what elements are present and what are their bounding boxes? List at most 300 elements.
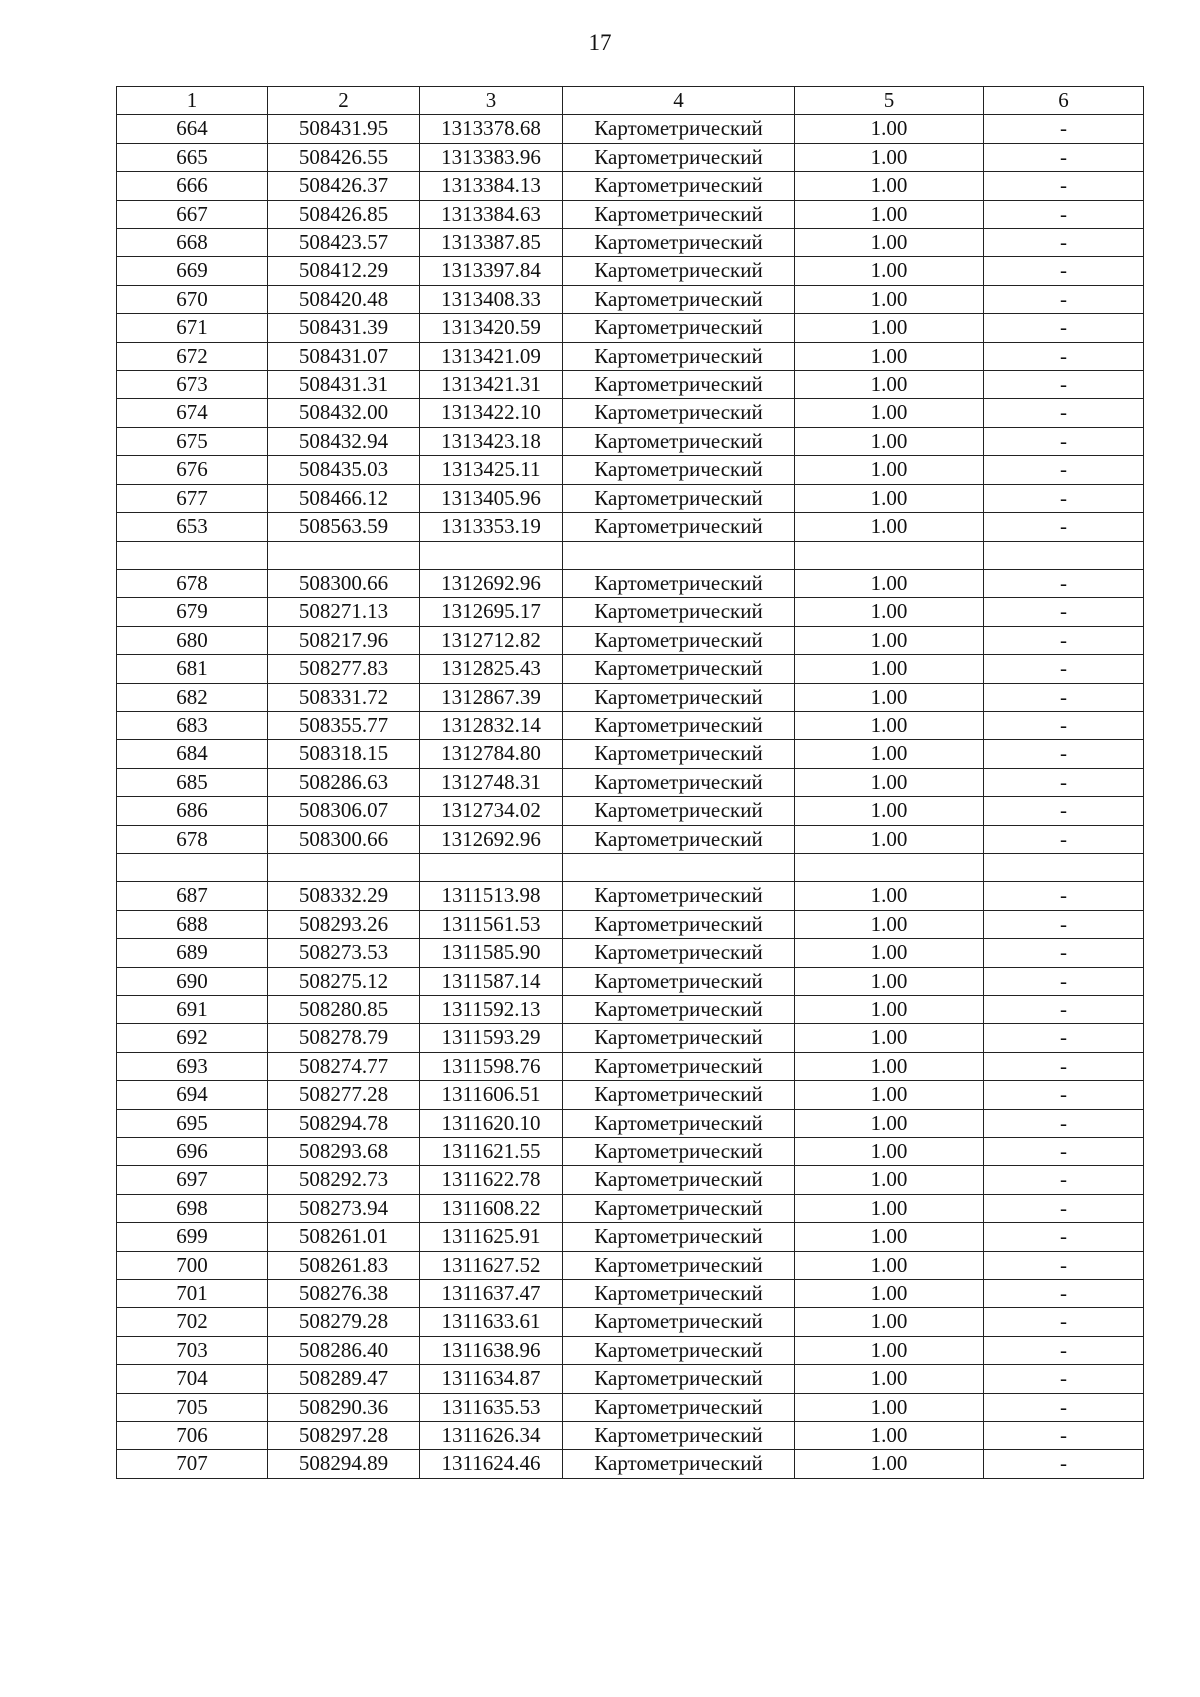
table-cell: Картометрический	[563, 711, 795, 739]
table-row	[117, 143, 1144, 171]
table-cell: 508426.37	[268, 172, 420, 200]
table-cell: 1.00	[795, 1138, 984, 1166]
table-cell: 508431.07	[268, 342, 420, 370]
table-cell: 508273.94	[268, 1194, 420, 1222]
table-row	[117, 115, 1144, 143]
table-cell: -	[984, 995, 1144, 1023]
table-cell: 695	[117, 1109, 268, 1137]
table-cell: 508432.94	[268, 427, 420, 455]
table-cell: Картометрический	[563, 342, 795, 370]
table-cell: 1.00	[795, 1251, 984, 1279]
table-cell: -	[984, 740, 1144, 768]
table-cell: 508297.28	[268, 1422, 420, 1450]
table-cell: 1313397.84	[420, 257, 563, 285]
table-cell: 1.00	[795, 257, 984, 285]
table-row	[117, 910, 1144, 938]
header-cell: 5	[795, 87, 984, 115]
table-cell: 684	[117, 740, 268, 768]
table-cell: 706	[117, 1422, 268, 1450]
table-cell: Картометрический	[563, 825, 795, 853]
table-cell: 508423.57	[268, 229, 420, 257]
table-row	[117, 172, 1144, 200]
table-cell: 1.00	[795, 513, 984, 541]
table-cell: 508217.96	[268, 626, 420, 654]
table-cell: -	[984, 626, 1144, 654]
table-cell: Картометрический	[563, 683, 795, 711]
table-cell: 1.00	[795, 1052, 984, 1080]
table-cell: -	[984, 1280, 1144, 1308]
table-cell: 1311624.46	[420, 1450, 563, 1478]
table-cell: 1313384.63	[420, 200, 563, 228]
table-row	[117, 371, 1144, 399]
table-cell: -	[984, 456, 1144, 484]
table-cell: 508412.29	[268, 257, 420, 285]
table-cell: 674	[117, 399, 268, 427]
table-cell: Картометрический	[563, 427, 795, 455]
table-cell: 508294.78	[268, 1109, 420, 1137]
table-cell: 1.00	[795, 1336, 984, 1364]
table-cell: 1313405.96	[420, 484, 563, 512]
table-cell: 677	[117, 484, 268, 512]
table-cell: Картометрический	[563, 200, 795, 228]
table-row	[117, 626, 1144, 654]
table-cell: 1.00	[795, 683, 984, 711]
table-row	[117, 1450, 1144, 1478]
table-cell: 707	[117, 1450, 268, 1478]
table-cell: -	[984, 882, 1144, 910]
table-cell: 1.00	[795, 967, 984, 995]
table-cell: 666	[117, 172, 268, 200]
table-cell: 703	[117, 1336, 268, 1364]
table-cell: 508293.26	[268, 910, 420, 938]
table-cell: 1.00	[795, 569, 984, 597]
table-cell: 701	[117, 1280, 268, 1308]
table-cell: 1.00	[795, 342, 984, 370]
table-cell: Картометрический	[563, 768, 795, 796]
table-cell: Картометрический	[563, 115, 795, 143]
table-row	[117, 541, 1144, 569]
table-cell: Картометрический	[563, 939, 795, 967]
table-cell: 1311620.10	[420, 1109, 563, 1137]
table-cell	[984, 853, 1144, 881]
table-cell: -	[984, 1308, 1144, 1336]
table-cell: 680	[117, 626, 268, 654]
table-cell: 1.00	[795, 882, 984, 910]
table-row	[117, 229, 1144, 257]
table-cell: 508300.66	[268, 825, 420, 853]
table-cell: -	[984, 797, 1144, 825]
table-cell: 683	[117, 711, 268, 739]
table-row	[117, 768, 1144, 796]
table-cell: 1.00	[795, 314, 984, 342]
table-cell: 1.00	[795, 1024, 984, 1052]
table-cell: 692	[117, 1024, 268, 1052]
table-cell: 1311638.96	[420, 1336, 563, 1364]
table-row	[117, 569, 1144, 597]
table-row	[117, 598, 1144, 626]
table-cell: Картометрический	[563, 1393, 795, 1421]
table-cell	[117, 853, 268, 881]
table-cell	[563, 853, 795, 881]
table-cell: Картометрический	[563, 882, 795, 910]
table-row	[117, 740, 1144, 768]
table-cell	[268, 853, 420, 881]
table-cell: -	[984, 655, 1144, 683]
table-row	[117, 399, 1144, 427]
table-cell: -	[984, 598, 1144, 626]
table-cell: 1.00	[795, 200, 984, 228]
table-cell: 1.00	[795, 1166, 984, 1194]
table-row	[117, 200, 1144, 228]
table-cell: -	[984, 1138, 1144, 1166]
table-cell: Картометрический	[563, 995, 795, 1023]
table-cell: -	[984, 1109, 1144, 1137]
table-cell: Картометрический	[563, 172, 795, 200]
table-cell: 1.00	[795, 626, 984, 654]
table-row	[117, 1024, 1144, 1052]
table-row	[117, 257, 1144, 285]
table-cell: 508279.28	[268, 1308, 420, 1336]
table-cell: -	[984, 143, 1144, 171]
table-cell: 702	[117, 1308, 268, 1336]
table-cell: 1311608.22	[420, 1194, 563, 1222]
table-row	[117, 967, 1144, 995]
table-row	[117, 456, 1144, 484]
table-cell: 672	[117, 342, 268, 370]
table-cell: 508273.53	[268, 939, 420, 967]
table-cell: 665	[117, 143, 268, 171]
table-cell: 1313384.13	[420, 172, 563, 200]
table-cell: 1.00	[795, 285, 984, 313]
table-cell: 508563.59	[268, 513, 420, 541]
table-cell: -	[984, 1393, 1144, 1421]
table-cell: 1312784.80	[420, 740, 563, 768]
table-cell: 699	[117, 1223, 268, 1251]
header-cell: 1	[117, 87, 268, 115]
table-cell: 508435.03	[268, 456, 420, 484]
table-row	[117, 1422, 1144, 1450]
table-cell: -	[984, 314, 1144, 342]
table-cell: 1312832.14	[420, 711, 563, 739]
table-cell: 1.00	[795, 825, 984, 853]
table-cell: 508261.83	[268, 1251, 420, 1279]
table-cell: 698	[117, 1194, 268, 1222]
table-body	[117, 115, 1144, 1478]
table-cell: 693	[117, 1052, 268, 1080]
table-cell	[984, 541, 1144, 569]
table-cell: -	[984, 257, 1144, 285]
table-cell: -	[984, 1166, 1144, 1194]
table-row	[117, 1138, 1144, 1166]
table-cell: 1.00	[795, 1393, 984, 1421]
table-cell: Картометрический	[563, 1223, 795, 1251]
table-cell: 1312748.31	[420, 768, 563, 796]
table-cell: Картометрический	[563, 1024, 795, 1052]
table-cell: -	[984, 285, 1144, 313]
table-cell: 704	[117, 1365, 268, 1393]
table-row	[117, 1194, 1144, 1222]
table-cell: 508431.31	[268, 371, 420, 399]
table-cell: 1313425.11	[420, 456, 563, 484]
table-cell: 1.00	[795, 768, 984, 796]
table-cell: 1.00	[795, 797, 984, 825]
table-cell: 1311561.53	[420, 910, 563, 938]
table-cell: -	[984, 1081, 1144, 1109]
table-cell: 508271.13	[268, 598, 420, 626]
table-row	[117, 1393, 1144, 1421]
table-cell: -	[984, 1251, 1144, 1279]
table-cell: Картометрический	[563, 257, 795, 285]
table-cell: Картометрический	[563, 513, 795, 541]
table-cell: 668	[117, 229, 268, 257]
table-cell: -	[984, 1422, 1144, 1450]
table-cell: 1.00	[795, 711, 984, 739]
table-cell: -	[984, 115, 1144, 143]
table-cell: 1311627.52	[420, 1251, 563, 1279]
table-cell: 1311513.98	[420, 882, 563, 910]
table-row	[117, 484, 1144, 512]
table-row	[117, 1280, 1144, 1308]
table-cell: -	[984, 513, 1144, 541]
table-cell: 508286.63	[268, 768, 420, 796]
table-row	[117, 1308, 1144, 1336]
table-cell: 508276.38	[268, 1280, 420, 1308]
table-row	[117, 1223, 1144, 1251]
table-cell: Картометрический	[563, 1109, 795, 1137]
table-cell: 1.00	[795, 1422, 984, 1450]
table-cell: 508431.39	[268, 314, 420, 342]
table-cell: Картометрический	[563, 1166, 795, 1194]
table-cell: -	[984, 200, 1144, 228]
table-cell: 1313408.33	[420, 285, 563, 313]
table-cell: 1.00	[795, 371, 984, 399]
table-cell: Картометрический	[563, 1251, 795, 1279]
table-cell	[795, 541, 984, 569]
table-cell: 1311637.47	[420, 1280, 563, 1308]
table-cell: 508355.77	[268, 711, 420, 739]
table-row	[117, 995, 1144, 1023]
table-cell: 508431.95	[268, 115, 420, 143]
table-cell: -	[984, 711, 1144, 739]
table-cell: 508290.36	[268, 1393, 420, 1421]
table-cell: Картометрический	[563, 314, 795, 342]
table-cell: -	[984, 172, 1144, 200]
table-cell	[117, 541, 268, 569]
table-cell: -	[984, 1336, 1144, 1364]
table-row	[117, 427, 1144, 455]
table-cell: 1.00	[795, 1223, 984, 1251]
table-cell: 508426.55	[268, 143, 420, 171]
table-cell: 705	[117, 1393, 268, 1421]
table-cell: 1312867.39	[420, 683, 563, 711]
table-cell: 686	[117, 797, 268, 825]
table-cell: 1.00	[795, 172, 984, 200]
table-cell: -	[984, 1223, 1144, 1251]
table-cell: 1311635.53	[420, 1393, 563, 1421]
table-row	[117, 853, 1144, 881]
table-cell: 1313378.68	[420, 115, 563, 143]
table-cell: 1311592.13	[420, 995, 563, 1023]
table-cell: 1311622.78	[420, 1166, 563, 1194]
table-cell: Картометрический	[563, 1422, 795, 1450]
table-cell: 1.00	[795, 995, 984, 1023]
table-cell: 675	[117, 427, 268, 455]
header-row	[117, 87, 1144, 115]
table-cell: 697	[117, 1166, 268, 1194]
table-cell: 1312734.02	[420, 797, 563, 825]
table-cell: 1312825.43	[420, 655, 563, 683]
table-cell: 508294.89	[268, 1450, 420, 1478]
table-cell: 696	[117, 1138, 268, 1166]
table-cell: 508274.77	[268, 1052, 420, 1080]
table-cell: Картометрический	[563, 797, 795, 825]
table-cell: 682	[117, 683, 268, 711]
table-cell: 1.00	[795, 1194, 984, 1222]
table-cell: Картометрический	[563, 626, 795, 654]
table-cell	[268, 541, 420, 569]
table-cell: 1313383.96	[420, 143, 563, 171]
table-cell: 508318.15	[268, 740, 420, 768]
table-cell: 694	[117, 1081, 268, 1109]
table-cell: Картометрический	[563, 229, 795, 257]
table-cell: 689	[117, 939, 268, 967]
table-cell: -	[984, 427, 1144, 455]
header-cell: 2	[268, 87, 420, 115]
table-cell: 685	[117, 768, 268, 796]
table-row	[117, 1251, 1144, 1279]
table-cell: Картометрический	[563, 399, 795, 427]
table-cell: 1.00	[795, 143, 984, 171]
table-cell: -	[984, 1365, 1144, 1393]
table-cell: Картометрический	[563, 967, 795, 995]
table-cell: -	[984, 939, 1144, 967]
table-cell: 1311593.29	[420, 1024, 563, 1052]
table-cell: 1.00	[795, 655, 984, 683]
table-cell: 1.00	[795, 939, 984, 967]
table-cell: 508275.12	[268, 967, 420, 995]
table-cell: 1311621.55	[420, 1138, 563, 1166]
table-cell: 1311626.34	[420, 1422, 563, 1450]
table-cell: 508289.47	[268, 1365, 420, 1393]
table-row	[117, 285, 1144, 313]
header-cell: 6	[984, 87, 1144, 115]
table-cell: 508420.48	[268, 285, 420, 313]
table-cell: -	[984, 371, 1144, 399]
table-cell: 1313423.18	[420, 427, 563, 455]
table-cell: -	[984, 967, 1144, 995]
table-row	[117, 1365, 1144, 1393]
table-row	[117, 314, 1144, 342]
table-cell: -	[984, 484, 1144, 512]
table-cell: 1311587.14	[420, 967, 563, 995]
table-cell: 508277.83	[268, 655, 420, 683]
table-cell: 1.00	[795, 910, 984, 938]
table-cell: 508331.72	[268, 683, 420, 711]
table-cell: Картометрический	[563, 1194, 795, 1222]
table-cell: Картометрический	[563, 1081, 795, 1109]
table-cell: -	[984, 910, 1144, 938]
table-cell: 508280.85	[268, 995, 420, 1023]
table-cell: Картометрический	[563, 143, 795, 171]
table-cell: 671	[117, 314, 268, 342]
table-cell: 1.00	[795, 1450, 984, 1478]
coordinates-table	[116, 86, 1144, 1479]
table-cell: 1311606.51	[420, 1081, 563, 1109]
table-cell: 508306.07	[268, 797, 420, 825]
table-cell: 687	[117, 882, 268, 910]
table-cell: 664	[117, 115, 268, 143]
table-cell: 508277.28	[268, 1081, 420, 1109]
table-cell: 1.00	[795, 456, 984, 484]
table-cell: -	[984, 683, 1144, 711]
table-row	[117, 939, 1144, 967]
table-cell: Картометрический	[563, 1308, 795, 1336]
table-cell: 653	[117, 513, 268, 541]
table-row	[117, 342, 1144, 370]
table-cell: 678	[117, 569, 268, 597]
table-cell: 1.00	[795, 598, 984, 626]
table-row	[117, 513, 1144, 541]
table-cell: 1.00	[795, 115, 984, 143]
table-cell: 1.00	[795, 1081, 984, 1109]
table-cell: 1.00	[795, 399, 984, 427]
table-cell: 1.00	[795, 1280, 984, 1308]
table-row	[117, 711, 1144, 739]
table-cell: 700	[117, 1251, 268, 1279]
table-cell: Картометрический	[563, 655, 795, 683]
table-cell: Картометрический	[563, 285, 795, 313]
table-cell: 1.00	[795, 229, 984, 257]
table-cell: 1.00	[795, 484, 984, 512]
table-cell	[420, 541, 563, 569]
table-row	[117, 655, 1144, 683]
table-cell: 688	[117, 910, 268, 938]
table-cell: Картометрический	[563, 569, 795, 597]
table-cell: 1313421.09	[420, 342, 563, 370]
table-cell: 691	[117, 995, 268, 1023]
table-cell: 681	[117, 655, 268, 683]
table-cell: 1.00	[795, 427, 984, 455]
table-cell: 1311633.61	[420, 1308, 563, 1336]
table-header	[117, 87, 1144, 115]
header-cell: 3	[420, 87, 563, 115]
table-cell: Картометрический	[563, 484, 795, 512]
table-row	[117, 797, 1144, 825]
table-cell	[795, 853, 984, 881]
header-cell: 4	[563, 87, 795, 115]
table-cell: -	[984, 569, 1144, 597]
table-cell: 1312692.96	[420, 825, 563, 853]
table-cell: 508300.66	[268, 569, 420, 597]
table-cell: Картометрический	[563, 1138, 795, 1166]
table-cell: -	[984, 1450, 1144, 1478]
table-cell: -	[984, 825, 1144, 853]
table-cell: 1311585.90	[420, 939, 563, 967]
table-cell: Картометрический	[563, 1280, 795, 1308]
table-cell: -	[984, 399, 1144, 427]
table-row	[117, 1052, 1144, 1080]
table-row	[117, 882, 1144, 910]
table-cell: 1311598.76	[420, 1052, 563, 1080]
table-cell: -	[984, 768, 1144, 796]
table-cell: 1312692.96	[420, 569, 563, 597]
table-cell: 508292.73	[268, 1166, 420, 1194]
table-cell: Картометрический	[563, 1052, 795, 1080]
table-cell: 679	[117, 598, 268, 626]
table-cell: 678	[117, 825, 268, 853]
table-cell: 508466.12	[268, 484, 420, 512]
page-number: 17	[588, 30, 612, 55]
